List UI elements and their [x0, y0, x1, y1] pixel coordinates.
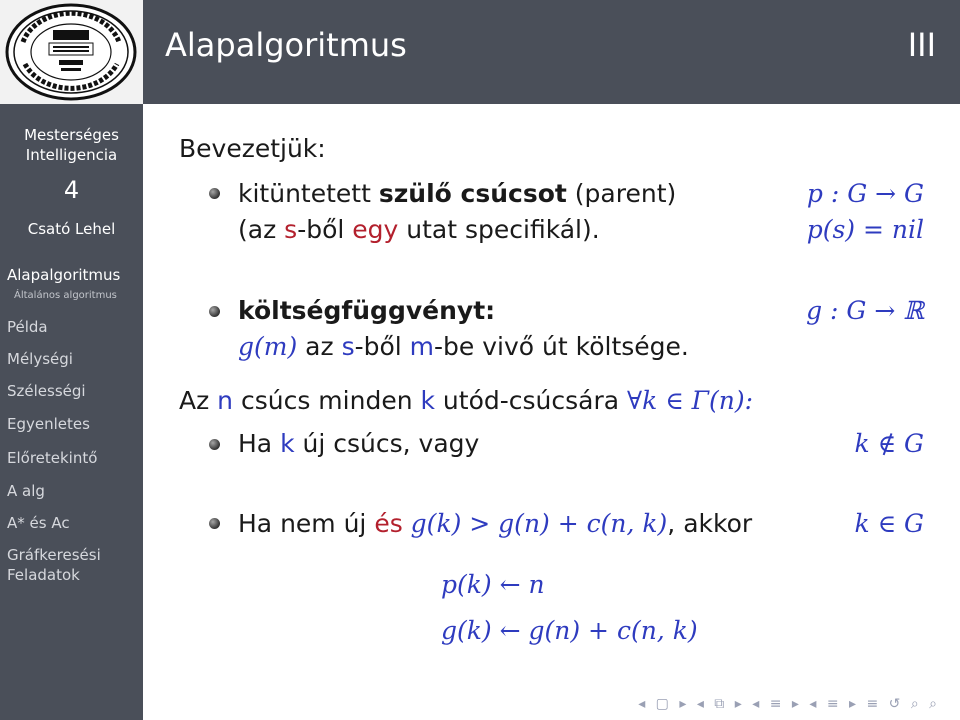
bullet4-text-b: , akkor — [667, 509, 753, 538]
bullet1-line2 — [238, 215, 600, 244]
bullet1-line2-a: (az — [238, 215, 285, 244]
sidebar-item-a-star-es-ac[interactable]: A* és Ac — [7, 514, 70, 532]
intro-text: Bevezetjük: — [179, 134, 326, 163]
bullet4-text-a: Ha nem új — [238, 509, 375, 538]
bullet1-line2-c: utat specifikál). — [398, 215, 600, 244]
logo-area — [0, 0, 143, 104]
sidebar-subitem-altalanos-algoritmus[interactable]: Általános algoritmus — [14, 290, 117, 301]
formula-parent-map: p : G → G — [806, 179, 924, 208]
sidebar-item-szelessegi[interactable]: Szélességi — [7, 382, 86, 400]
bullet-icon — [209, 306, 220, 317]
loop-k: k — [420, 386, 435, 415]
sidebar-item-a-alg[interactable]: A alg — [7, 482, 45, 500]
loop-n: n — [217, 386, 234, 415]
sidebar-item-egyenletes[interactable]: Egyenletes — [7, 415, 90, 433]
university-seal-logo — [3, 2, 139, 102]
bullet4-condition: g(k) > g(n) + c(n, k) — [402, 509, 668, 538]
assignment-parent: p(k) ← n — [441, 570, 545, 599]
bullet1-line1 — [238, 179, 676, 208]
sidebar-item-eloretekinto[interactable]: Előretekintő — [7, 449, 98, 467]
bullet1-highlight: egy — [352, 215, 399, 244]
bullet-icon — [209, 188, 220, 199]
bullet2-m: m — [409, 332, 435, 361]
loop-text-a: Az — [179, 386, 218, 415]
bullet2-g: g(m) — [238, 332, 298, 361]
loop-text-b: csúcs minden — [233, 386, 421, 415]
beamer-navigation[interactable]: ◂ ▢ ▸ ◂ ⧉ ▸ ◂ ≡ ▸ ◂ ≡ ▸ ≡ ↺ ⌕ ⌕ — [638, 696, 940, 712]
bullet4-highlight: és — [374, 509, 403, 538]
formula-in-g: k ∈ G — [854, 509, 924, 538]
sidebar-item-pelda[interactable]: Példa — [7, 318, 48, 336]
bullet3-k: k — [280, 429, 295, 458]
loop-formula: ∀k ∈ Γ(n): — [627, 386, 754, 415]
bullet1-s: s — [284, 215, 298, 244]
bullet1-line2-b: -ből — [297, 215, 353, 244]
lecture-number[interactable]: 4 — [63, 176, 80, 204]
course-title-line1[interactable]: Mesterséges — [24, 126, 119, 144]
bullet2-text-c: -be vivő út költsége. — [434, 332, 689, 361]
bullet3-text-b: új csúcs, vagy — [294, 429, 480, 458]
sidebar-item-feladatok[interactable]: Feladatok — [7, 566, 80, 584]
loop-text-c: utód-csúcsára — [434, 386, 628, 415]
loop-line — [179, 386, 753, 415]
slide-content — [143, 104, 960, 720]
formula-not-in-g: k ∉ G — [854, 429, 924, 458]
bullet2-text-a: az — [297, 332, 342, 361]
bullet3-text-a: Ha — [238, 429, 281, 458]
assignment-cost: g(k) ← g(n) + c(n, k) — [441, 616, 698, 645]
bullet2-bold-term: költségfüggvényt: — [238, 296, 496, 325]
bullet3-line — [238, 429, 479, 458]
frame-number: III — [907, 26, 936, 64]
bullet2-line1 — [238, 296, 495, 325]
sidebar — [0, 104, 143, 720]
bullet1-text-prefix: kitüntetett — [238, 179, 379, 208]
bullet-icon — [209, 518, 220, 529]
bullet1-text-suffix: (parent) — [566, 179, 677, 208]
bullet2-line2 — [238, 332, 689, 361]
bullet-icon — [209, 439, 220, 450]
bullet2-s: s — [341, 332, 355, 361]
bullet1-bold-term: szülő csúcsot — [378, 179, 567, 208]
bullet2-text-b: -ből — [354, 332, 410, 361]
course-title-line2[interactable]: Intelligencia — [25, 146, 118, 164]
sidebar-item-alapalgoritmus[interactable]: Alapalgoritmus — [7, 266, 121, 284]
slide-title: Alapalgoritmus — [165, 26, 407, 64]
formula-parent-of-start: p(s) = nil — [806, 215, 924, 244]
sidebar-item-grafkeresesi[interactable]: Gráfkeresési — [7, 546, 101, 564]
slide-header — [143, 0, 960, 104]
formula-cost-map: g : G → ℝ — [806, 296, 924, 325]
author-name[interactable]: Csató Lehel — [27, 220, 116, 238]
bullet4-line — [238, 509, 752, 538]
sidebar-item-melysegi[interactable]: Mélységi — [7, 350, 73, 368]
